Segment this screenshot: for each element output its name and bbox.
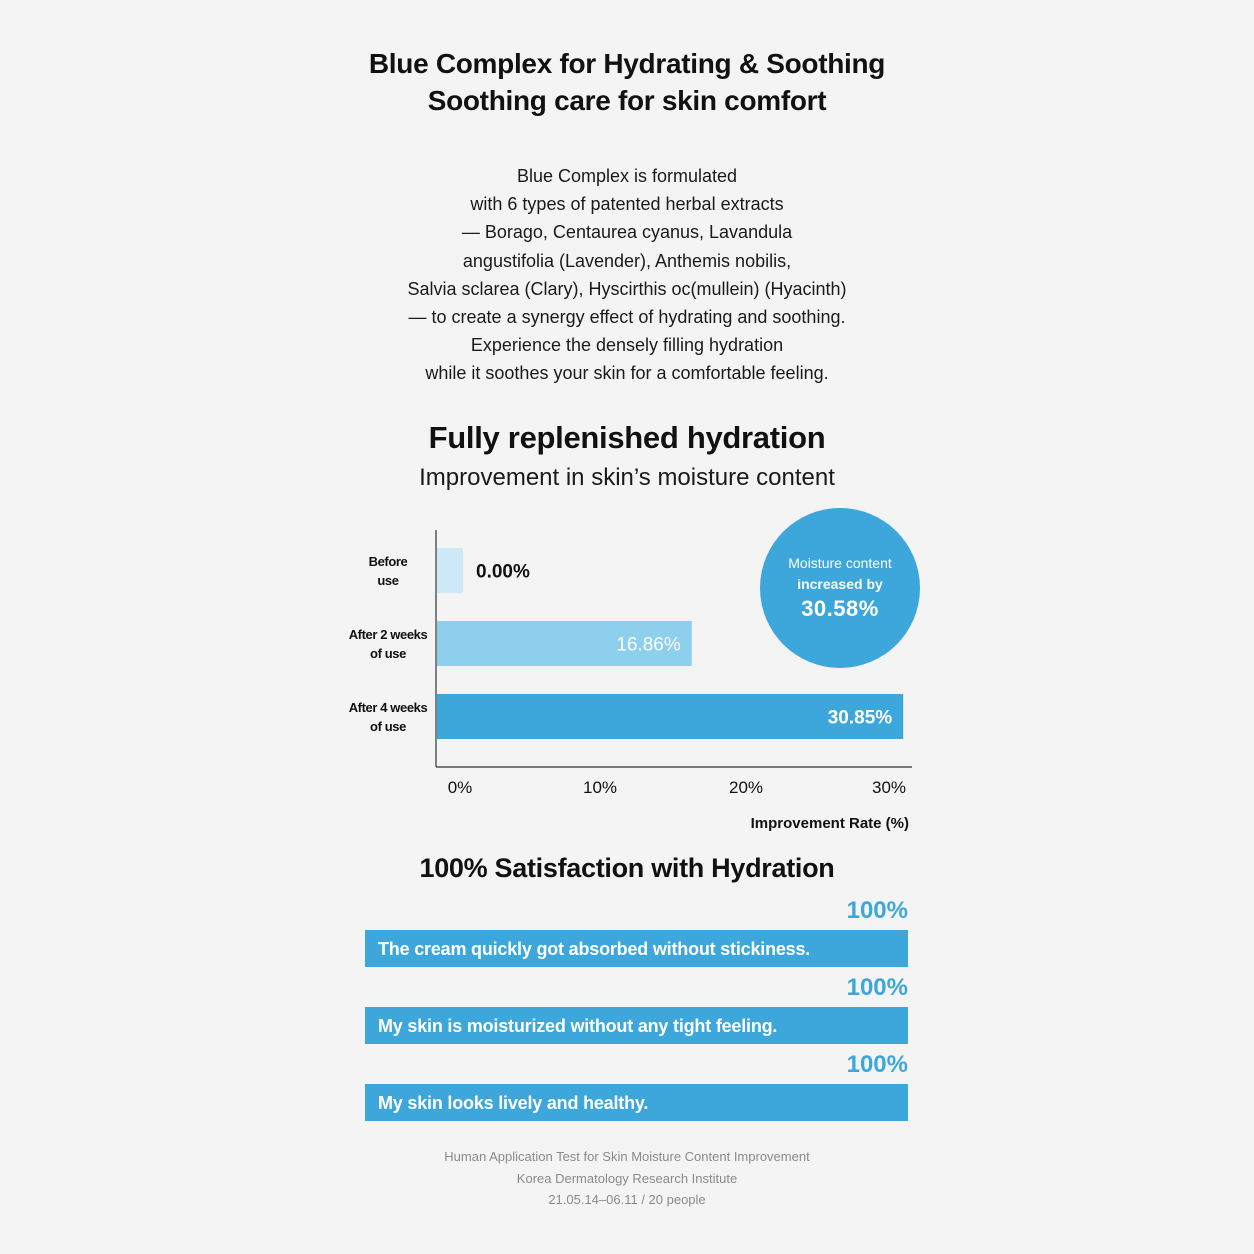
satisfaction-percent: 100% [846, 897, 908, 924]
x-tick-label: 10% [582, 778, 618, 797]
category-label [333, 625, 443, 663]
badge-line-1: Moisture content [788, 555, 892, 571]
moisture-increase-badge [760, 508, 920, 668]
satisfaction-percent: 100% [846, 1051, 908, 1078]
category-label [333, 552, 443, 590]
description-line: with 6 types of patented herbal extracts [470, 194, 784, 215]
satisfaction-bar: My skin looks lively and healthy. [365, 1084, 908, 1121]
x-tick-label: 0% [447, 778, 473, 797]
x-tick-label: 20% [728, 778, 764, 797]
badge-line-2: increased by [797, 576, 883, 592]
satisfaction-percent: 100% [846, 974, 908, 1001]
hydration-subheading: Improvement in skin’s moisture content [419, 464, 835, 491]
satisfaction-bar: My skin is moisturized without any tight feeling. [365, 1007, 908, 1044]
description [0, 162, 1254, 388]
title-line-1: Blue Complex for Hydrating & Soothing [368, 48, 886, 79]
footer-note [0, 1146, 1254, 1211]
description-line: while it soothes your skin for a comfortable feeling. [425, 363, 829, 384]
bar-value-label: 16.86% [616, 634, 681, 656]
description-line: — Borago, Centaurea cyanus, Lavandula [461, 222, 793, 243]
description-line: Blue Complex is formulated [516, 166, 738, 186]
x-tick-label: 30% [871, 778, 907, 797]
page-title [0, 45, 1254, 119]
footer-line: Korea Dermatology Research Institute [516, 1170, 738, 1186]
description-line: Salvia sclarea (Clary), Hyscirthis oc(mullein) (Hyacinth) [407, 278, 847, 299]
bar-value-label: 0.00% [476, 561, 530, 583]
category-label-line: of use [370, 718, 406, 734]
category-label-line: use [377, 572, 399, 588]
bar-value-label: 30.85% [827, 707, 893, 729]
category-label-line: of use [370, 645, 406, 661]
description-line: Experience the densely filling hydration [470, 335, 784, 356]
hydration-heading: Fully replenished hydration [428, 420, 826, 455]
x-axis-title: Improvement Rate (%) [750, 815, 909, 832]
title-line-2: Soothing care for skin comfort [427, 85, 827, 116]
category-label-line: After 4 weeks [348, 699, 428, 715]
category-label-line: Before [368, 553, 408, 569]
satisfaction-heading: 100% Satisfaction with Hydration [419, 853, 835, 883]
badge-value: 30.58% [801, 596, 879, 621]
footer-line: 21.05.14–06.11 / 20 people [548, 1192, 706, 1207]
satisfaction-bar: The cream quickly got absorbed without stickiness. [365, 930, 908, 967]
footer-line: Human Application Test for Skin Moisture Content Improvement [444, 1149, 810, 1164]
description-line: — to create a synergy effect of hydrating and soothing. [408, 307, 846, 328]
category-label [333, 698, 443, 736]
category-label-line: After 2 weeks [348, 626, 428, 642]
description-line: angustifolia (Lavender), Anthemis nobilis, [462, 250, 792, 271]
